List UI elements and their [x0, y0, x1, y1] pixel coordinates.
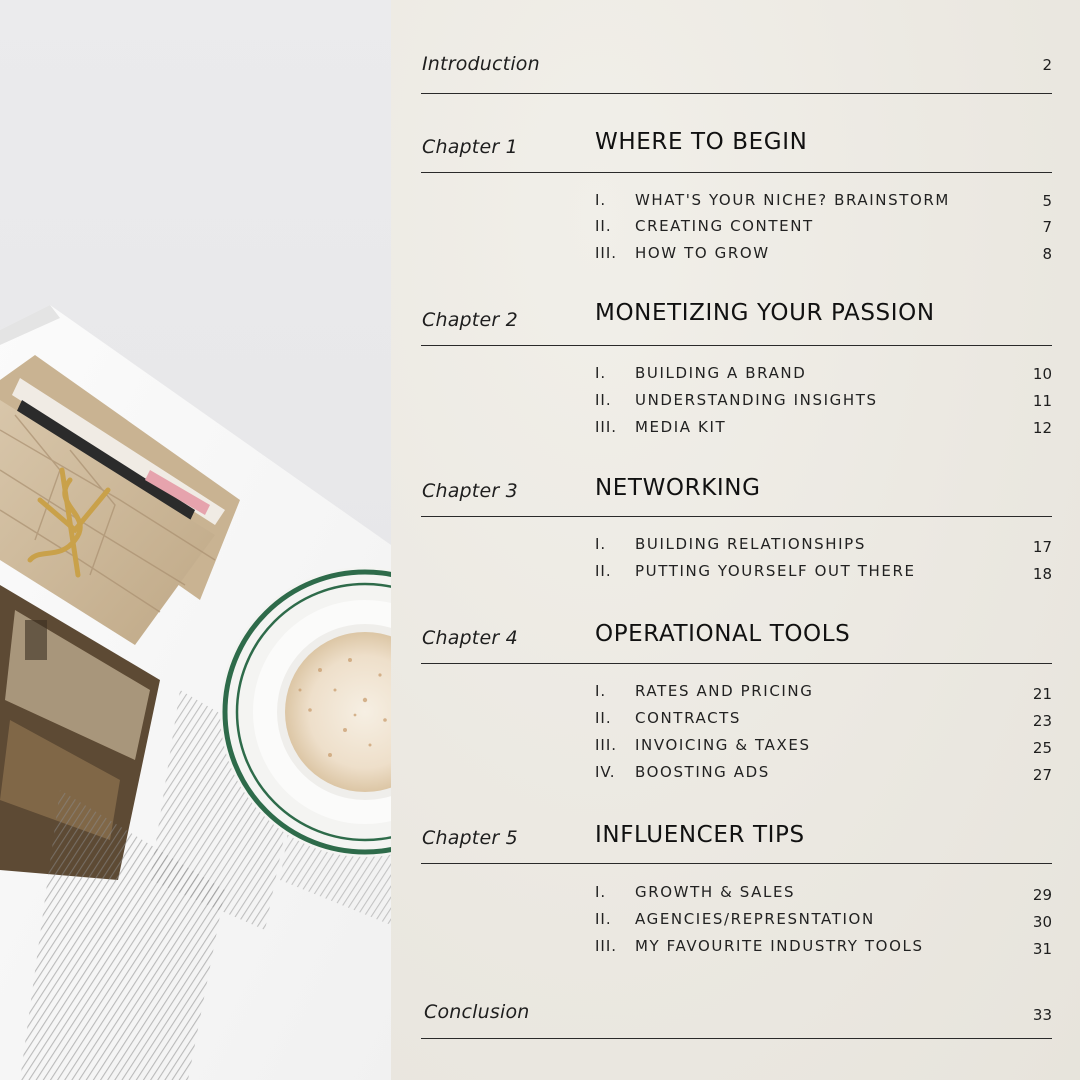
toc-entry-page: 7 [1042, 218, 1052, 236]
chapter-5-title: INFLUENCER TIPS [595, 822, 805, 848]
toc-entry: I. RATES AND PRICING [595, 682, 814, 700]
photo-illustration [0, 0, 391, 1080]
toc-entry: I. BUILDING RELATIONSHIPS [595, 535, 866, 553]
table-of-contents [391, 0, 1080, 1080]
toc-entry: III. MY FAVOURITE INDUSTRY TOOLS [595, 937, 924, 955]
toc-entry: I. GROWTH & SALES [595, 883, 796, 901]
chapter-1-label: Chapter 1 [422, 136, 518, 158]
toc-entry-page: 30 [1032, 913, 1052, 931]
toc-entry: II. PUTTING YOURSELF OUT THERE [595, 562, 916, 580]
toc-entry: IV. BOOSTING ADS [595, 763, 770, 781]
toc-entry-page: 11 [1032, 392, 1052, 410]
toc-entry-page: 21 [1032, 685, 1052, 703]
toc-entry-page: 23 [1032, 712, 1052, 730]
chapter-5-label: Chapter 5 [422, 827, 518, 849]
introduction-label: Introduction [422, 53, 540, 75]
toc-entry: III. INVOICING & TAXES [595, 736, 811, 754]
divider [421, 345, 1052, 346]
divider [421, 516, 1052, 517]
toc-entry: II. UNDERSTANDING INSIGHTS [595, 391, 878, 409]
toc-entry-page: 17 [1032, 538, 1052, 556]
toc-entry: III. HOW TO GROW [595, 244, 770, 262]
toc-entry: II. CONTRACTS [595, 709, 742, 727]
divider [421, 172, 1052, 173]
toc-entry: II. AGENCIES/REPRESNTATION [595, 910, 875, 928]
chapter-1-title: WHERE TO BEGIN [595, 129, 808, 155]
conclusion-page: 33 [1032, 1006, 1052, 1024]
chapter-4-label: Chapter 4 [422, 627, 518, 649]
toc-entry: III. MEDIA KIT [595, 418, 727, 436]
introduction-page: 2 [1042, 56, 1052, 74]
divider [421, 1038, 1052, 1039]
chapter-3-label: Chapter 3 [422, 480, 518, 502]
toc-entry-page: 25 [1032, 739, 1052, 757]
toc-entry-page: 12 [1032, 419, 1052, 437]
toc-entry: I. WHAT'S YOUR NICHE? BRAINSTORM [595, 191, 950, 209]
toc-entry-page: 18 [1032, 565, 1052, 583]
divider [421, 93, 1052, 94]
toc-entry-page: 31 [1032, 940, 1052, 958]
chapter-3-title: NETWORKING [595, 475, 761, 501]
toc-entry-page: 10 [1032, 365, 1052, 383]
toc-entry: II. CREATING CONTENT [595, 217, 814, 235]
divider [421, 663, 1052, 664]
toc-entry-page: 27 [1032, 766, 1052, 784]
flatlay-photo [0, 0, 391, 1080]
toc-entry-page: 29 [1032, 886, 1052, 904]
toc-entry: I. BUILDING A BRAND [595, 364, 807, 382]
toc-entry-page: 8 [1042, 245, 1052, 263]
chapter-4-title: OPERATIONAL TOOLS [595, 621, 851, 647]
conclusion-label: Conclusion [424, 1001, 530, 1023]
chapter-2-title: MONETIZING YOUR PASSION [595, 300, 935, 326]
chapter-2-label: Chapter 2 [422, 309, 518, 331]
divider [421, 863, 1052, 864]
toc-entry-page: 5 [1042, 192, 1052, 210]
